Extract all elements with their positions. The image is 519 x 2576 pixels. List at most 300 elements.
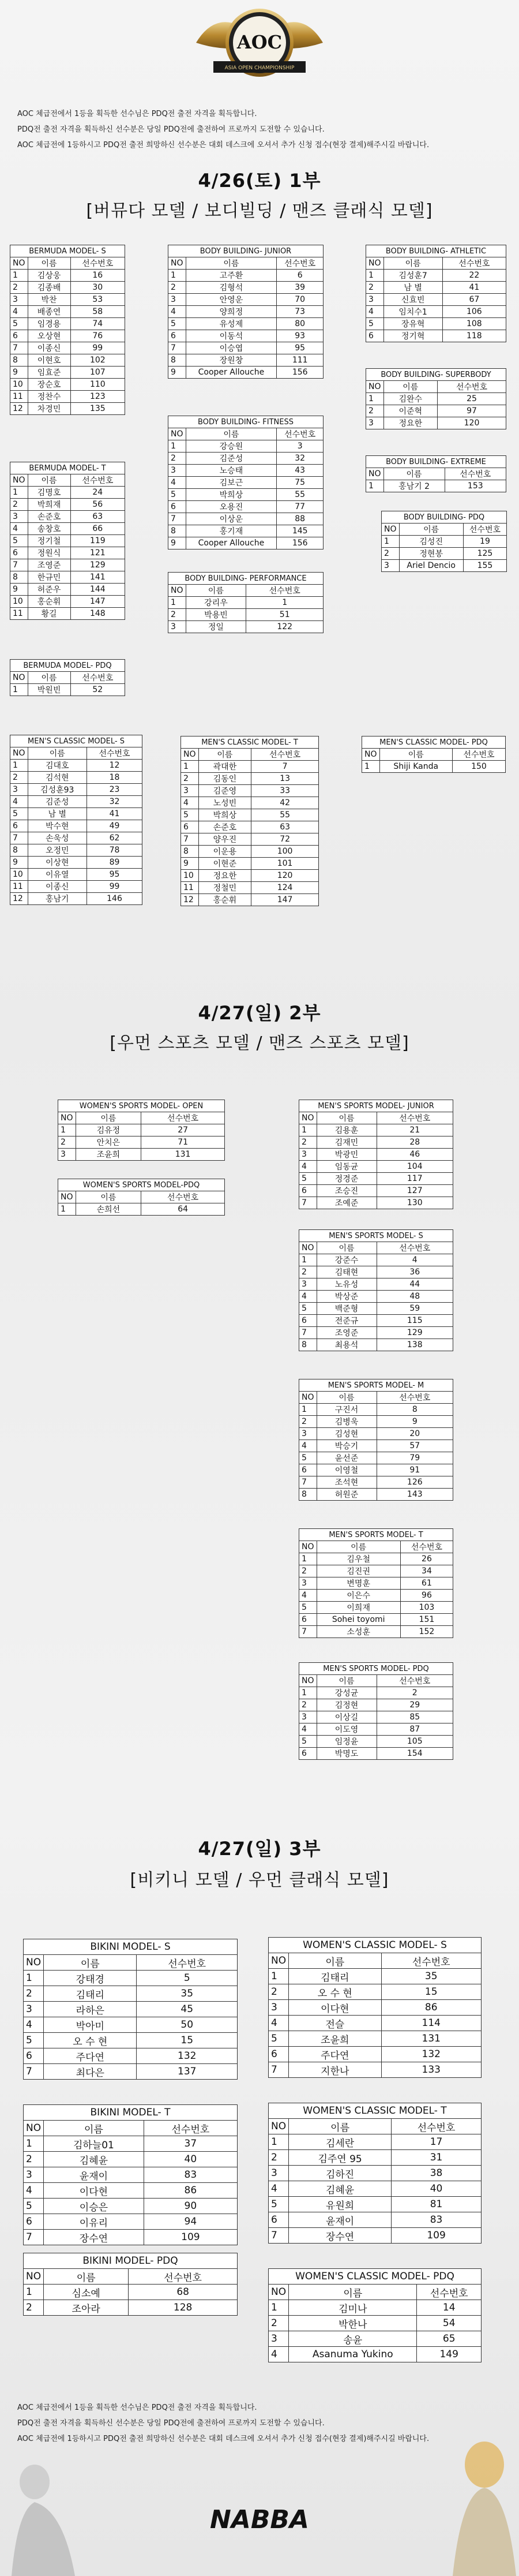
cell-no: 8: [299, 1339, 317, 1351]
cell-number: 13: [251, 773, 319, 785]
table-bb-fit: [168, 416, 324, 549]
section1-title: 4/26(토) 1부: [198, 170, 321, 192]
cell-no: 1: [58, 1203, 76, 1216]
table-row: [168, 501, 324, 513]
table-row: [10, 772, 142, 784]
table-row: [10, 306, 125, 318]
cell-number: 155: [463, 560, 506, 572]
cell-no: 10: [10, 379, 28, 391]
table-row: [10, 282, 125, 294]
cell-no: 7: [299, 1626, 317, 1638]
cell-number: 15: [137, 2033, 238, 2048]
table-row: [181, 858, 319, 870]
cell-name: 손준호: [198, 821, 251, 833]
cell-number: 115: [377, 1315, 453, 1327]
table-title: BODY BUILDING- EXTREME: [366, 456, 506, 468]
cell-name: 차경민: [28, 403, 70, 415]
cell-name: 이다현: [44, 2183, 144, 2199]
table-row: [10, 596, 125, 608]
col-header-number: 선수번호: [70, 474, 125, 487]
cell-number: 49: [86, 820, 142, 832]
cell-no: 5: [10, 808, 28, 820]
table-title: WOMEN'S CLASSIC MODEL- S: [269, 1938, 482, 1953]
col-header-no: NO: [24, 1955, 44, 1971]
cell-no: 4: [269, 2181, 289, 2197]
cell-no: 8: [181, 846, 199, 858]
col-header-no: NO: [299, 1112, 317, 1124]
table-row: [168, 440, 324, 453]
cell-number: 5: [137, 1971, 238, 1986]
col-header-number: 선수번호: [251, 749, 319, 761]
cell-name: 임동균: [317, 1161, 377, 1173]
cell-no: 3: [299, 1428, 317, 1440]
cell-no: 2: [299, 1416, 317, 1428]
cell-name: 임치수1: [383, 306, 442, 318]
table-row: [269, 2000, 482, 2016]
cell-number: 35: [381, 1969, 482, 1984]
cell-no: 6: [299, 1748, 317, 1760]
table-row: [366, 393, 506, 405]
cell-no: 4: [299, 1161, 317, 1173]
table-header-row: [269, 1953, 482, 1969]
cell-no: 1: [366, 270, 384, 282]
table-header-row: [382, 524, 507, 536]
table-row: [299, 1626, 453, 1638]
table-header-row: [299, 1541, 453, 1553]
cell-number: 14: [417, 2300, 482, 2316]
cell-number: 104: [377, 1161, 453, 1173]
table-row: [10, 511, 125, 523]
cell-number: 32: [277, 453, 324, 465]
col-header-name: 이름: [76, 1191, 141, 1203]
cell-number: 117: [377, 1173, 453, 1185]
table-row: [299, 1577, 453, 1590]
cell-name: 조윤희: [289, 2031, 381, 2047]
cell-name: 박용빈: [186, 609, 246, 621]
col-header-number: 선수번호: [452, 749, 505, 761]
col-header-number: 선수번호: [392, 2119, 482, 2134]
table-header-row: [24, 1955, 238, 1971]
cell-no: 1: [10, 760, 28, 772]
col-header-no: NO: [269, 2285, 289, 2300]
cell-name: 최다은: [44, 2064, 137, 2080]
col-header-no: NO: [181, 749, 199, 761]
table-row: [269, 2331, 482, 2347]
table-title: BODY BUILDING- PERFORMANCE: [168, 573, 324, 585]
cell-name: 김성훈7: [383, 270, 442, 282]
cell-number: 63: [251, 821, 319, 833]
table-row: [299, 1476, 453, 1489]
table-row: [269, 2031, 482, 2047]
table-row: [299, 1723, 453, 1736]
col-header-name: 이름: [186, 585, 246, 597]
cell-name: 김태현: [317, 1266, 377, 1278]
cell-number: 62: [86, 832, 142, 844]
cell-number: 66: [70, 523, 125, 535]
cell-name: 노승태: [186, 465, 277, 477]
cell-no: 9: [168, 537, 186, 549]
cell-name: 김준성: [28, 796, 86, 808]
cell-name: 박수현: [28, 820, 86, 832]
cell-name: 라하은: [44, 2002, 137, 2017]
cell-number: 132: [137, 2048, 238, 2064]
cell-number: 50: [137, 2017, 238, 2033]
table-row: [24, 1971, 238, 1986]
cell-name: 심소예: [44, 2285, 129, 2300]
table-row: [10, 294, 125, 306]
table-title: BERMUDA MODEL- T: [10, 462, 125, 474]
table-row: [299, 1254, 453, 1266]
col-header-number: 선수번호: [277, 428, 324, 440]
cell-no: 2: [24, 2300, 44, 2316]
cell-name: 고주환: [186, 270, 277, 282]
cell-name: 김태리: [44, 1986, 137, 2002]
cell-name: 임효준: [28, 367, 70, 379]
section3-subtitle: [비키니 모델 / 우먼 클래식 모델]: [130, 1870, 389, 1890]
table-row: [269, 2316, 482, 2331]
table-row: [299, 1565, 453, 1577]
cell-name: 황길: [28, 608, 70, 620]
cell-no: 12: [181, 894, 199, 906]
col-header-name: 이름: [383, 468, 445, 480]
table-bb-sb: [366, 368, 506, 429]
cell-number: 108: [442, 318, 506, 330]
table-row: [10, 487, 125, 499]
cell-no: 7: [168, 513, 186, 525]
note-line: AOC 체급전에 1등하시고 PDQ전 출전 희망하신 선수분은 대회 데스크에 오셔서 추가 신청 접수(현장 결제)해주시길 바랍니다.: [17, 2435, 430, 2443]
table-row: [299, 1711, 453, 1723]
table-row: [269, 2228, 482, 2244]
table-ms-jr: [299, 1100, 453, 1209]
cell-no: 2: [181, 773, 199, 785]
table-row: [10, 270, 125, 282]
cell-no: 2: [269, 2150, 289, 2166]
cell-name: 허준우: [28, 584, 70, 596]
cell-no: 7: [168, 342, 186, 354]
cell-no: 7: [269, 2228, 289, 2244]
cell-name: 김성훈93: [28, 784, 86, 796]
cell-name: 오용진: [186, 501, 277, 513]
col-header-name: 이름: [28, 672, 70, 684]
cell-name: 박상준: [317, 1291, 377, 1303]
section1-subtitle: [버뮤다 모델 / 보디빌딩 / 맨즈 클래식 모델]: [86, 201, 433, 221]
table-row: [10, 403, 125, 415]
cell-no: 5: [366, 318, 384, 330]
cell-name: 강준수: [317, 1254, 377, 1266]
table-row: [181, 894, 319, 906]
cell-number: 52: [70, 684, 125, 696]
table-row: [299, 1278, 453, 1291]
cell-no: 9: [10, 367, 28, 379]
table-header-row: [58, 1112, 225, 1124]
table-header-row: [58, 1191, 225, 1203]
col-header-no: NO: [382, 524, 400, 536]
cell-name: 변명훈: [317, 1577, 400, 1590]
cell-number: 29: [377, 1699, 453, 1711]
cell-name: 오 수 현: [44, 2033, 137, 2048]
col-header-no: NO: [24, 2269, 44, 2285]
col-header-name: 이름: [76, 1112, 141, 1124]
cell-name: 손욱성: [28, 832, 86, 844]
cell-number: 27: [141, 1124, 225, 1136]
cell-name: 김세란: [289, 2134, 392, 2150]
cell-no: 2: [299, 1266, 317, 1278]
table-bb-ext: [366, 455, 506, 492]
cell-name: 박명도: [317, 1748, 377, 1760]
table-row: [58, 1136, 225, 1149]
cell-no: 7: [299, 1476, 317, 1489]
col-header-name: 이름: [317, 1112, 377, 1124]
cell-no: 8: [10, 354, 28, 367]
cell-name: 김준영: [198, 785, 251, 797]
cell-no: 4: [299, 1291, 317, 1303]
cell-name: 김완수: [383, 393, 437, 405]
cell-name: 이승엽: [186, 342, 277, 354]
table-row: [168, 597, 324, 609]
cell-name: 이현호: [28, 354, 70, 367]
cell-number: 147: [70, 596, 125, 608]
table-row: [10, 857, 142, 869]
table-header-row: [168, 585, 324, 597]
cell-number: 21: [377, 1124, 453, 1136]
table-row: [10, 584, 125, 596]
table-row: [299, 1404, 453, 1416]
cell-number: 156: [277, 367, 324, 379]
col-header-no: NO: [366, 381, 384, 393]
cell-no: 8: [168, 525, 186, 537]
cell-number: 25: [437, 393, 506, 405]
table-title: BODY BUILDING- ATHLETIC: [366, 245, 506, 257]
note-line: PDQ전 출전 자격을 획득하신 선수분은 당일 PDQ전에 출전하여 프로까지 도전할 수 있습니다.: [17, 125, 325, 134]
col-header-no: NO: [269, 2119, 289, 2134]
cell-name: 주다연: [289, 2047, 381, 2062]
cell-number: 152: [400, 1626, 453, 1638]
table-row: [168, 367, 324, 379]
col-header-name: 이름: [289, 2285, 417, 2300]
cell-no: 5: [10, 535, 28, 547]
notes-bottom: [17, 2400, 502, 2447]
cell-no: 9: [10, 857, 28, 869]
table-title: BIKINI MODEL- PDQ: [24, 2253, 238, 2269]
cell-name: 홍남기 2: [383, 480, 445, 492]
cell-no: 10: [10, 596, 28, 608]
cell-number: 19: [463, 536, 506, 548]
cell-name: 최용석: [317, 1339, 377, 1351]
cell-number: 73: [277, 306, 324, 318]
cell-number: 145: [277, 525, 324, 537]
table-row: [269, 2016, 482, 2031]
cell-name: 김종배: [28, 282, 70, 294]
cell-name: 이유리: [44, 2214, 144, 2230]
table-row: [58, 1149, 225, 1161]
cell-number: 46: [377, 1149, 453, 1161]
col-header-number: 선수번호: [144, 2121, 237, 2136]
table-bb-pdq: [381, 511, 507, 572]
cell-no: 5: [269, 2031, 289, 2047]
table-header-row: [168, 428, 324, 440]
cell-number: 32: [86, 796, 142, 808]
table-header-row: [366, 468, 506, 480]
table-row: [24, 2048, 238, 2064]
col-header-name: 이름: [44, 2269, 129, 2285]
col-header-number: 선수번호: [417, 2285, 482, 2300]
table-row: [168, 609, 324, 621]
statue-left-decoration: [0, 2447, 86, 2576]
table-row: [269, 2300, 482, 2316]
table-row: [299, 1452, 453, 1464]
cell-number: 68: [129, 2285, 238, 2300]
cell-number: 63: [70, 511, 125, 523]
cell-name: 송창호: [28, 523, 70, 535]
cell-number: 67: [442, 294, 506, 306]
cell-name: 정찬수: [28, 391, 70, 403]
table-row: [299, 1416, 453, 1428]
cell-name: 윤재이: [289, 2212, 392, 2228]
table-bk-t: [23, 2104, 238, 2245]
table-row: [168, 537, 324, 549]
table-row: [299, 1136, 453, 1149]
table-row: [10, 535, 125, 547]
col-header-name: 이름: [379, 749, 452, 761]
table-row: [10, 893, 142, 905]
cell-number: 72: [251, 833, 319, 846]
table-row: [269, 2150, 482, 2166]
cell-no: 3: [299, 1711, 317, 1723]
cell-name: 유성제: [186, 318, 277, 330]
cell-no: 1: [362, 761, 380, 773]
table-row: [366, 270, 506, 282]
cell-no: 2: [382, 548, 400, 560]
table-header-row: [299, 1675, 453, 1687]
col-header-name: 이름: [383, 257, 442, 270]
col-header-name: 이름: [44, 2121, 144, 2136]
cell-no: 5: [24, 2199, 44, 2214]
cell-number: 80: [277, 318, 324, 330]
cell-no: 8: [10, 571, 28, 584]
table-row: [362, 761, 506, 773]
table-ws-pdq: [58, 1179, 225, 1216]
cell-number: 22: [442, 270, 506, 282]
cell-number: 79: [377, 1452, 453, 1464]
cell-number: 8: [377, 1404, 453, 1416]
col-header-number: 선수번호: [137, 1955, 238, 1971]
col-header-no: NO: [299, 1392, 317, 1404]
table-title: MEN'S SPORTS MODEL- T: [299, 1529, 453, 1541]
cell-number: 26: [400, 1553, 453, 1565]
cell-no: 5: [10, 318, 28, 330]
cell-number: 128: [129, 2300, 238, 2316]
aoc-logo: [190, 2, 329, 83]
col-header-no: NO: [58, 1191, 76, 1203]
cell-name: 홍순휘: [198, 894, 251, 906]
col-header-name: 이름: [317, 1541, 400, 1553]
table-row: [168, 489, 324, 501]
cell-name: 이종신: [28, 342, 70, 354]
cell-number: 55: [251, 809, 319, 821]
cell-number: 6: [277, 270, 324, 282]
col-header-number: 선수번호: [141, 1112, 225, 1124]
cell-number: 20: [377, 1428, 453, 1440]
cell-no: 3: [299, 1577, 317, 1590]
col-header-no: NO: [10, 747, 28, 760]
cell-no: 6: [10, 820, 28, 832]
cell-name: 김재민: [317, 1136, 377, 1149]
table-row: [181, 809, 319, 821]
cell-no: 2: [366, 405, 384, 417]
col-header-number: 선수번호: [381, 1953, 482, 1969]
cell-number: 149: [417, 2347, 482, 2362]
table-row: [181, 761, 319, 773]
table-row: [168, 330, 324, 342]
col-header-number: 선수번호: [277, 257, 324, 270]
cell-number: 110: [70, 379, 125, 391]
cell-name: 안영운: [186, 294, 277, 306]
table-header-row: [10, 257, 125, 270]
table-row: [299, 1553, 453, 1565]
table-wc-s: [268, 1937, 482, 2078]
table-title: WOMEN'S SPORTS MODEL-PDQ: [58, 1179, 225, 1191]
table-bk-pdq: [23, 2253, 238, 2316]
cell-name: 강성균: [317, 1687, 377, 1699]
cell-no: 1: [10, 270, 28, 282]
cell-name: 박아미: [44, 2017, 137, 2033]
cell-name: 장수연: [289, 2228, 392, 2244]
cell-number: 125: [463, 548, 506, 560]
cell-no: 7: [299, 1197, 317, 1209]
cell-no: 3: [366, 417, 384, 429]
cell-name: 김주연 95: [289, 2150, 392, 2166]
table-row: [10, 559, 125, 571]
cell-no: 7: [269, 2062, 289, 2078]
table-row: [269, 2347, 482, 2362]
table-header-row: [269, 2119, 482, 2134]
cell-number: 75: [277, 477, 324, 489]
table-row: [382, 560, 507, 572]
cell-no: 2: [299, 1136, 317, 1149]
cell-no: 5: [299, 1303, 317, 1315]
table-title: BERMUDA MODEL- PDQ: [10, 660, 125, 672]
cell-number: 132: [381, 2047, 482, 2062]
cell-number: 36: [377, 1266, 453, 1278]
cell-number: 109: [392, 2228, 482, 2244]
cell-number: 7: [251, 761, 319, 773]
cell-name: 김용훈: [317, 1124, 377, 1136]
cell-no: 2: [168, 453, 186, 465]
cell-no: 6: [168, 330, 186, 342]
table-ws-open: [58, 1100, 225, 1161]
table-row: [168, 453, 324, 465]
table-row: [181, 882, 319, 894]
cell-no: 11: [10, 881, 28, 893]
cell-no: 9: [10, 584, 28, 596]
col-header-number: 선수번호: [246, 585, 324, 597]
cell-no: 3: [366, 294, 384, 306]
cell-number: 3: [277, 440, 324, 453]
cell-no: 4: [24, 2183, 44, 2199]
cell-no: 1: [181, 761, 199, 773]
table-row: [168, 477, 324, 489]
cell-number: 135: [70, 403, 125, 415]
cell-name: 지한나: [289, 2062, 381, 2078]
cell-no: 6: [10, 330, 28, 342]
cell-number: 31: [392, 2150, 482, 2166]
cell-no: 4: [181, 797, 199, 809]
cell-no: 2: [269, 1984, 289, 2000]
cell-name: 이영철: [317, 1464, 377, 1476]
col-header-number: 선수번호: [463, 524, 506, 536]
table-row: [299, 1590, 453, 1602]
cell-number: 131: [141, 1149, 225, 1161]
